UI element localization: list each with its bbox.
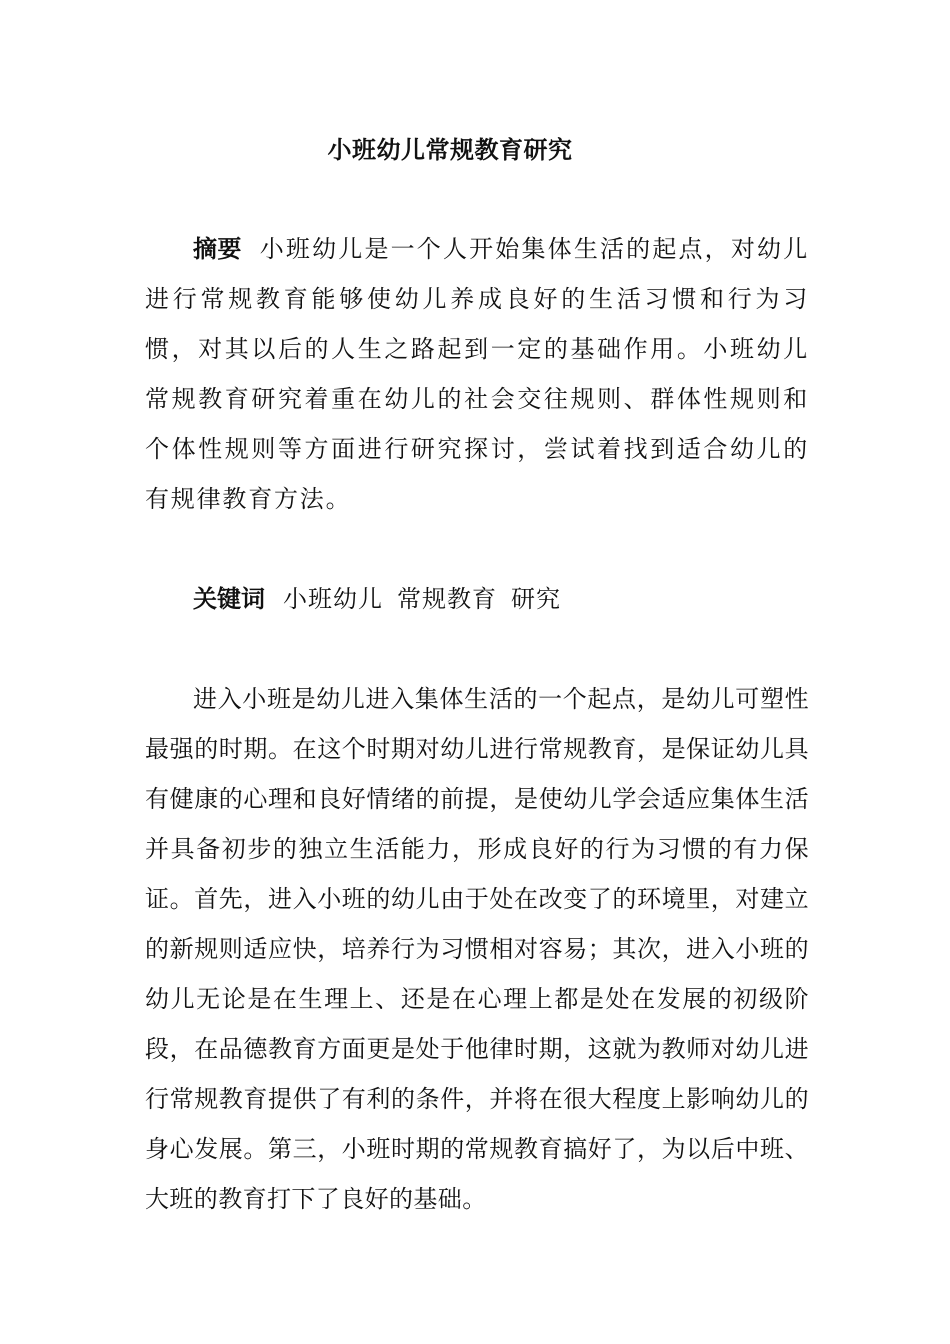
keyword-item: 小班幼儿 xyxy=(283,585,383,613)
keywords-label: 关键词 xyxy=(193,585,265,613)
abstract-text: 小班幼儿是一个人开始集体生活的起点，对幼儿进行常规教育能够使幼儿养成良好的生活习惯和行为习惯，对其以后的人生之路起到一定的基础作用。小班幼儿常规教育研究着重在幼儿的社会交往规则、群体性规则和个体性规则等方面进行研究探讨，尝试着找到适合幼儿的有规律教育方法。 xyxy=(145,235,809,513)
keywords-section xyxy=(145,574,809,624)
keyword-item: 常规教育 xyxy=(397,585,497,613)
keyword-item: 研究 xyxy=(511,585,561,613)
abstract-section xyxy=(145,224,809,524)
abstract-label: 摘要 xyxy=(193,235,242,263)
page-title: 小班幼儿常规教育研究 xyxy=(327,136,573,164)
body-paragraph: 进入小班是幼儿进入集体生活的一个起点，是幼儿可塑性最强的时期。在这个时期对幼儿进行常规教育，是保证幼儿具有健康的心理和良好情绪的前提，是使幼儿学会适应集体生活并具备初步的独立生活能力，形成良好的行为习惯的有力保证。首先，进入小班的幼儿由于处在改变了的环境里，对建立的新规则适应快，培养行为习惯相对容易；其次，进入小班的幼儿无论是在生理上、还是在心理上都是处在发展的初级阶段，在品德教育方面更是处于他律时期，这就为教师对幼儿进行常规教育提供了有利的条件，并将在很大程度上影响幼儿的身心发展。第三，小班时期的常规教育搞好了，为以后中班、大班的教育打下了良好的基础。 xyxy=(145,685,809,1213)
